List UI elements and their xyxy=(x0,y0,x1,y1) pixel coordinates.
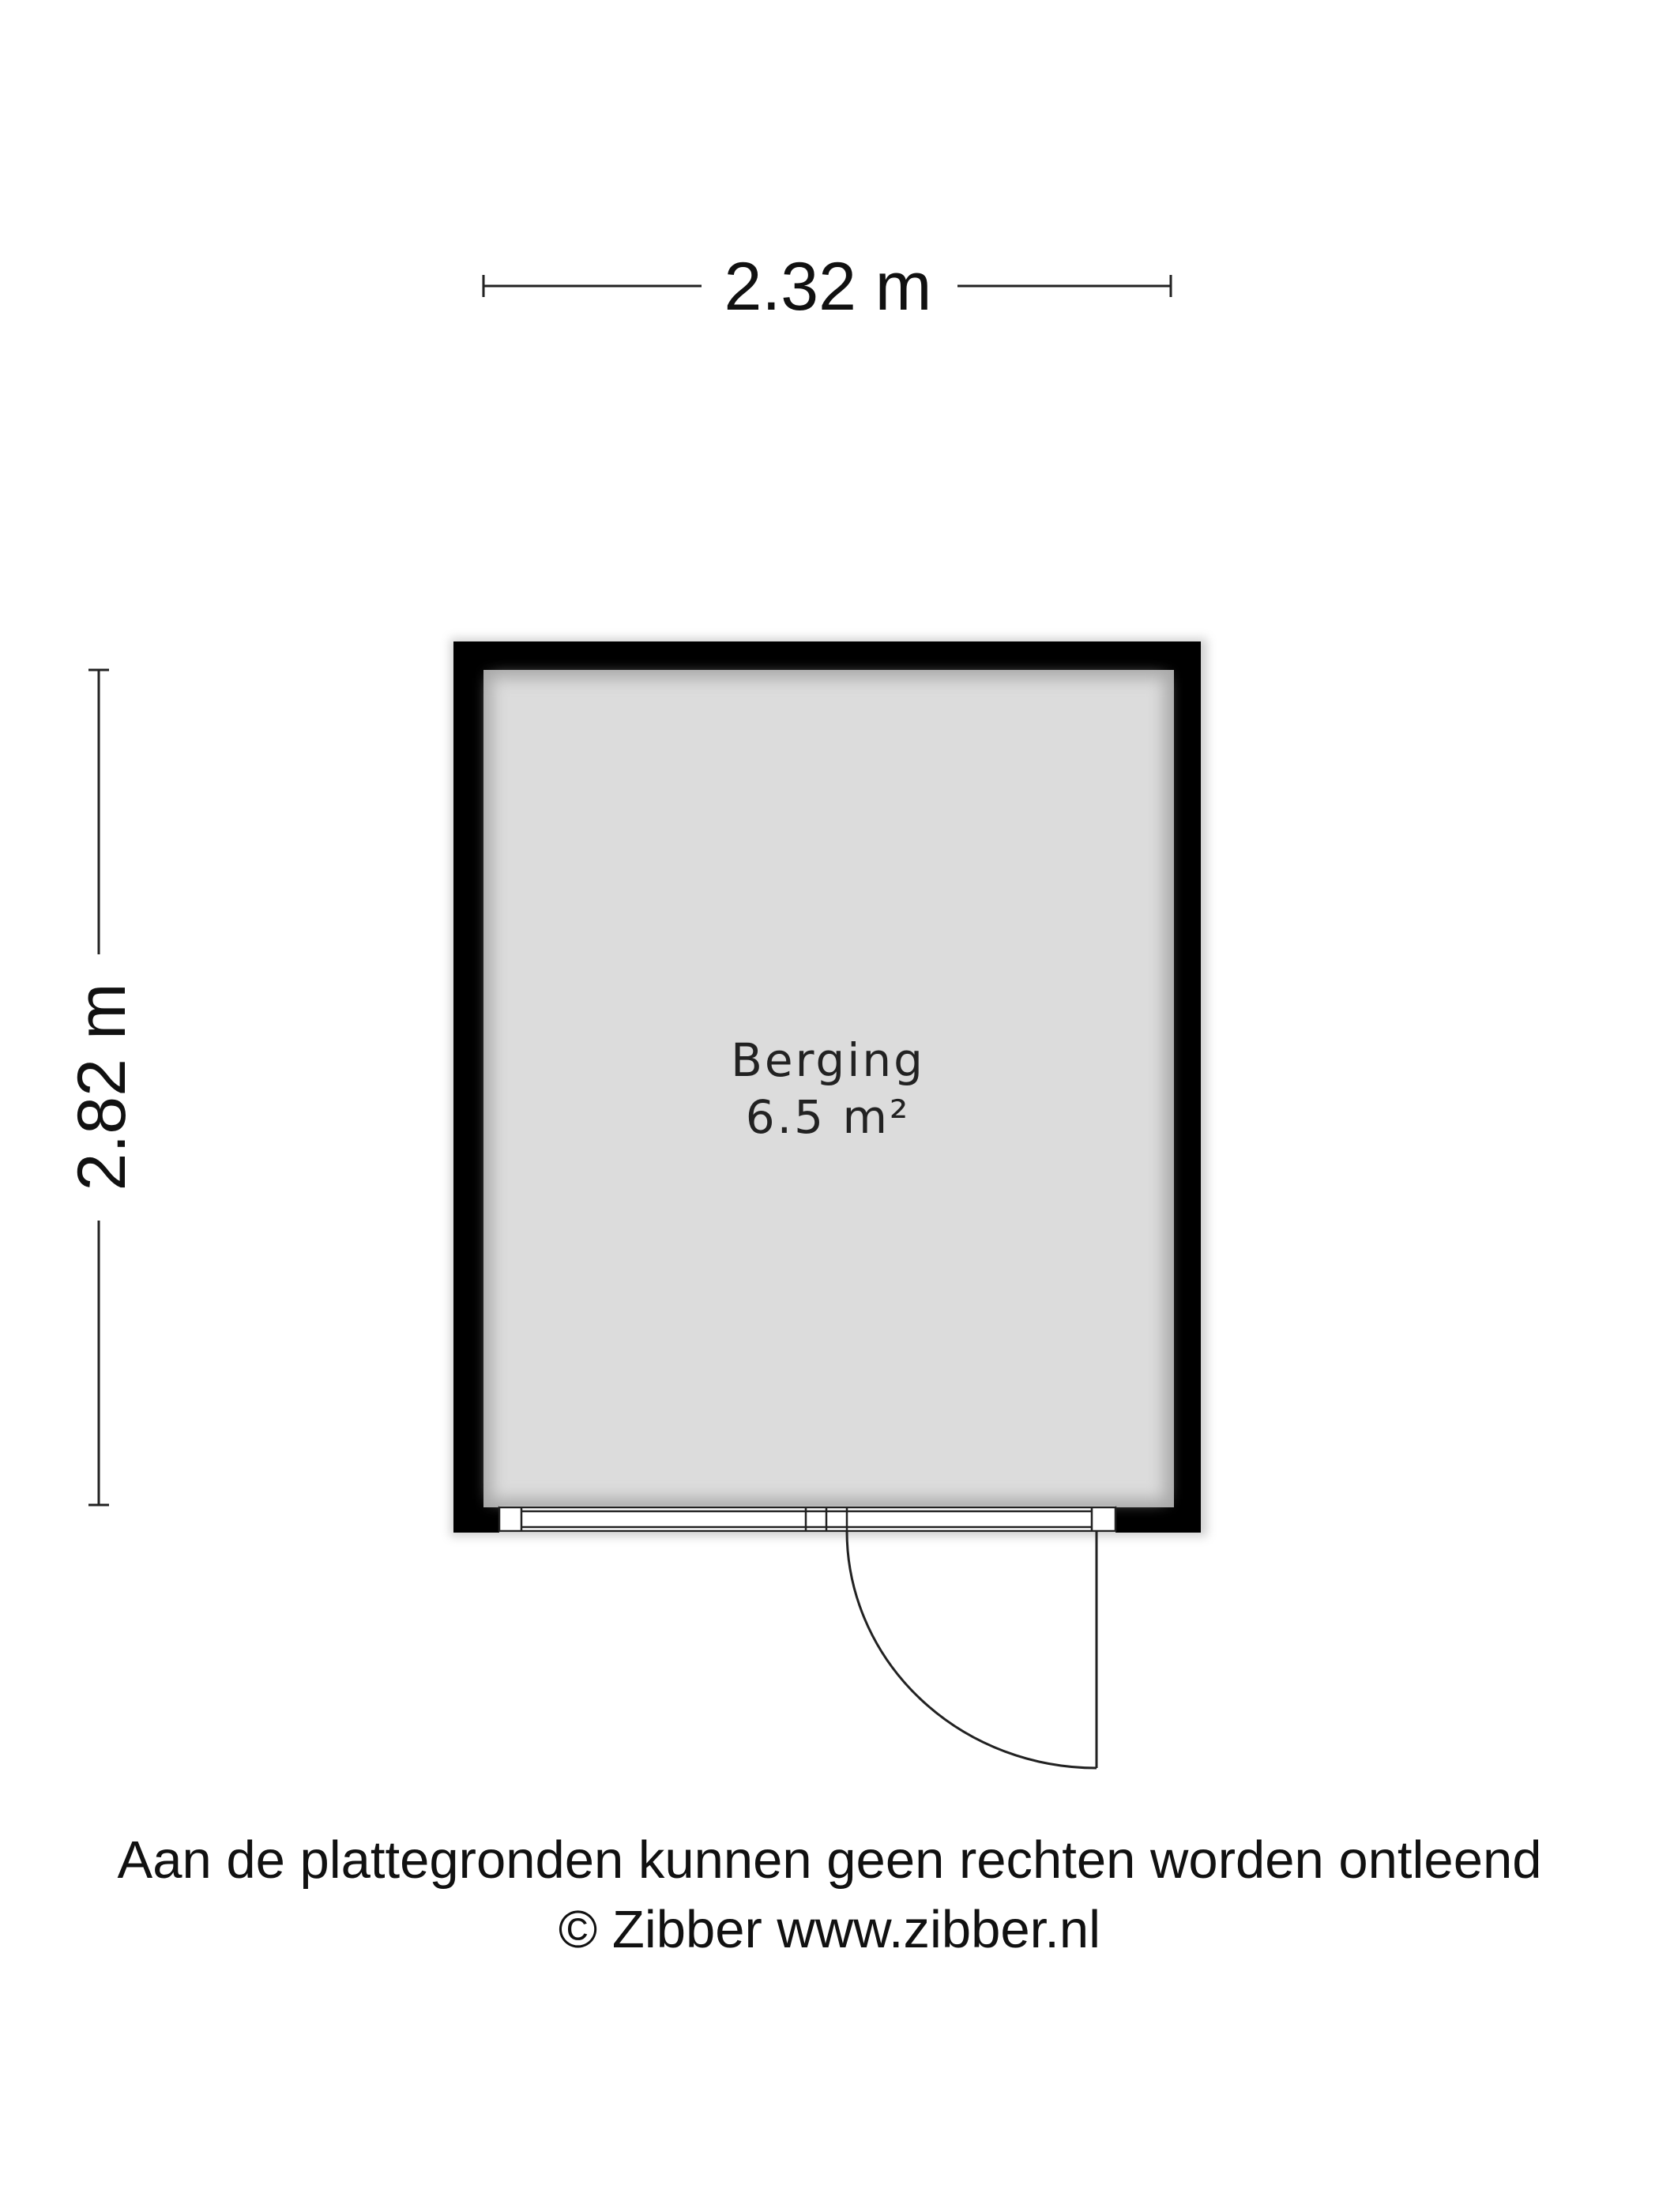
width-dimension xyxy=(483,249,1171,325)
disclaimer-text: Aan de plattegronden kunnen geen rechten worden ontleend xyxy=(117,1830,1542,1890)
room-berging xyxy=(450,638,1207,1768)
room-name: Berging xyxy=(731,1033,925,1087)
door-swing-arc xyxy=(847,1531,1097,1768)
height-dimension xyxy=(64,670,140,1505)
height-label: 2.82 m xyxy=(64,983,140,1191)
room-floor xyxy=(491,678,1164,1499)
width-label: 2.32 m xyxy=(724,249,932,325)
door-opening xyxy=(499,1506,1115,1533)
copyright-text: © Zibber www.zibber.nl xyxy=(558,1900,1101,1959)
room-area: 6.5 m² xyxy=(745,1090,911,1144)
